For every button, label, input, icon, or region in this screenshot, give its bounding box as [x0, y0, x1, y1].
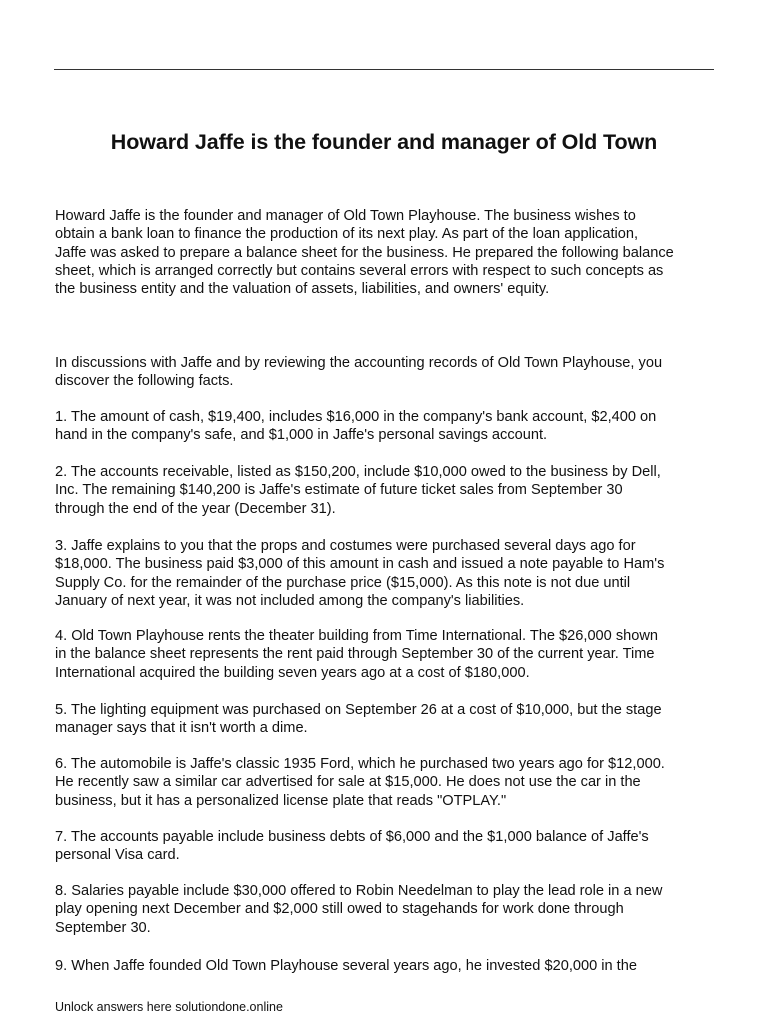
facts-intro-paragraph: In discussions with Jaffe and by reviewing the accounting records of Old Town Playhouse, you discover the following facts. [55, 355, 663, 390]
fact-item-2: 2. The accounts receivable, listed as $150,200, include $10,000 owed to the business by Dell, Inc. The remaining $140,200 is Jaffe's estimate of future ticket sales from September 30 through the end of the year (December 31). [55, 464, 661, 517]
fact-item-9: 9. When Jaffe founded Old Town Playhouse several years ago, he invested $20,000 in the [55, 958, 637, 974]
fact-item-4: 4. Old Town Playhouse rents the theater building from Time International. The $26,000 shown in the balance sheet represents the rent paid through September 30 of the current year. Time International acquired the building seven years ago at a cost of $180,000. [55, 628, 659, 681]
footer-link-text: Unlock answers here solutiondone.online [55, 1000, 283, 1014]
document-title: Howard Jaffe is the founder and manager of Old Town [110, 130, 658, 154]
fact-item-7: 7. The accounts payable include business debts of $6,000 and the $1,000 balance of Jaffe's personal Visa card. [55, 829, 649, 864]
fact-item-1: 1. The amount of cash, $19,400, includes $16,000 in the company's bank account, $2,400 on hand in the company's safe, and $1,000 in Jaffe's personal savings account. [55, 409, 657, 444]
fact-item-5: 5. The lighting equipment was purchased on September 26 at a cost of $10,000, but the stage manager says that it isn't worth a dime. [55, 702, 662, 737]
intro-paragraph: Howard Jaffe is the founder and manager of Old Town Playhouse. The business wishes to obtain a bank loan to finance the production of its next play. As part of the loan application, Jaffe was asked to prepare a balance sheet for the business. He prepared the following balance sheet, which is arranged correctly but contains several errors with respect to such concepts as the business entity and the valuation of assets, liabilities, and owners' equity. [55, 208, 674, 298]
top-divider [54, 69, 714, 70]
fact-item-3: 3. Jaffe explains to you that the props and costumes were purchased several days ago for $18,000. The business paid $3,000 of this amount in cash and issued a note payable to Ham's Supply Co. for the remainder of the purchase price ($15,000). As this note is not due until January of next year, it was not included among the company's liabilities. [55, 538, 665, 609]
fact-item-6: 6. The automobile is Jaffe's classic 1935 Ford, which he purchased two years ago for $12,000. He recently saw a similar car advertised for sale at $15,000. He does not use the car in the business, but it has a personalized license plate that reads "OTPLAY." [55, 756, 665, 809]
fact-item-8: 8. Salaries payable include $30,000 offered to Robin Needelman to play the lead role in a new play opening next December and $2,000 still owed to stagehands for work done through September 30. [55, 883, 663, 936]
